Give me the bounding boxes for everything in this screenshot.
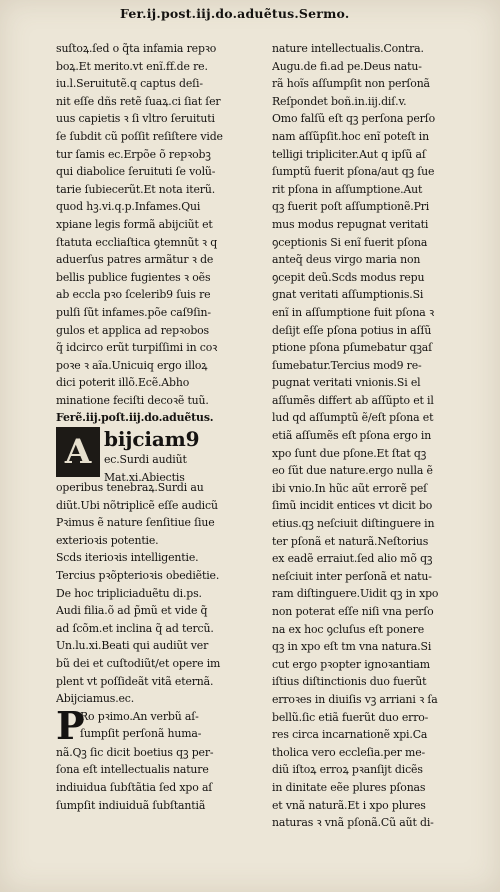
left-lines-before [56,40,270,427]
text-line: ex eadẽ erraiut.ſed alio mõ qꝫ [272,552,433,566]
text-line: rã hoĩs aſſumpſit non perſonã [272,77,430,91]
text-line: dici poterit illõ.Ecẽ.Abho [56,376,190,390]
text-line: Mat.xi.Abiectis [104,470,185,484]
initial-letter: A [64,432,92,473]
text-line: Audi filia.õ ad p̃mũ et vide q̃ [56,604,208,618]
text-line: mus modus repugnat veritati [272,217,429,231]
text-line: nã.Qꝫ ſic dicit boetius qꝫ per- [56,745,214,759]
text-line: non poterat eſſe niſi vna perſo [272,605,434,618]
text-line: qꝫ in xpo eſt tm vna natura.Si [272,640,432,654]
running-head: Fer.ij.post.iij.do.aduẽtus.Sermo. [120,6,350,21]
text-line: ſona eſt intellectualis nature [56,763,209,777]
text-line: diũ iſtoꝝ erroꝝ pꝛanſijt dicẽs [272,763,423,777]
text-line: neſciuit inter perſonã et natu- [272,569,432,583]
text-line: diũt.Ubi nõtriplicẽ eſſe audicũ [56,498,218,512]
text-line: ſumptũ fuerit pſona/aut qꝫ ſue [272,165,435,179]
text-line: rit pſona in aſſumptione.Aut [272,182,423,196]
paragraph-initial-letter: P [56,702,85,748]
text-line: ram diſtinguere.Uidit qꝫ in xpo [272,587,439,601]
text-line: eo ſũt due nature.ergo nulla ẽ [272,464,433,478]
text-line: iſtius diſtinctionis duo fuerũt [272,675,427,689]
text-line: pugnat veritati vnionis.Si el [272,376,421,390]
text-line: poꝛe ꝛ aĩa.Unicuiq ergo illoꝝ [56,358,208,372]
text-line: aduerſus patres armãtur ꝛ de [56,253,214,267]
text-line: suſtoꝝ.ſed o q̃ta infamia repꝛo [56,42,217,55]
text-line: Scds iterioꝛis intelligentie. [56,551,199,565]
text-line: bellũ.ſic etiã fuerũt duo erro- [272,710,429,724]
text-line: ec.Surdi audiũt [104,453,187,467]
initial-rest [104,427,199,486]
text-line: bellis publice fugientes ꝛ oẽs [56,270,211,284]
text-line: uus capietis ꝛ ſi vltro ſeruituti [56,112,215,126]
right-lines [272,40,486,832]
text-line: nam aſſũpſit.hoc enĩ poteſt in [272,129,429,143]
text-line: ſimũ incidit entices vt dicit bo [272,499,433,513]
text-line: qui diabolice ſeruituti ſe volũ- [56,165,216,179]
decorated-initial-letter [56,427,100,477]
text-line: lud qd aſſumptũ ẽ/eſt pſona et [272,411,434,425]
text-line: boꝝ.Et merito.vt enĩ.ff.de re. [56,59,208,73]
text-line: erroꝛes in diuiſis vꝫ arriani ꝛ ſa [272,692,438,706]
text-line: plent vt poſſideãt vitã eternã. [56,674,214,688]
text-line: minatione feciſti decoꝛẽ tuũ. [56,393,209,407]
text-line: etius.qꝫ neſciuit diſtinguere in [272,517,435,531]
left-lines-after [56,479,270,708]
text-line: iu.l.Seruitutẽ.q captus deſi- [56,77,203,91]
initial-word: bijciam9 [104,427,200,452]
text-line: operibus tenebraꝝ.Surdi au [56,481,204,495]
decorated-initial-block [56,427,270,484]
text-line: exterioꝛis potentie. [56,533,159,547]
text-line: enĩ in aſſumptione fuit pſona ꝛ [272,305,434,319]
text-line: tarie ſubiecerũt.Et nota iterũ. [56,182,216,196]
text-line: quod hꝫ.vi.q.p.Infames.Qui [56,200,201,214]
paragraph-initial-lines [80,708,201,744]
text-line: indiuidua ſubſtãtia ſed xpo aſ [56,780,213,794]
text-line: deſijt eſſe pſona potius in aſſũ [272,323,432,337]
text-line: ſe ſubdit cũ poſſit reſiſtere vide [56,129,223,143]
text-line: na ex hoc ꝯcluſus eſt ponere [272,622,424,636]
text-line: bũ dei et cuſtodiũt/et opere im [56,657,221,670]
text-line: ter pſonã et naturã.Neſtorius [272,534,429,548]
text-line: q̃ idcirco erũt turpiſſimi in coꝛ [56,341,218,355]
text-line: De hoc tripliciaduẽtu di.ps. [56,586,202,600]
right-column [272,40,486,832]
text-line: nit eſſe dñs retẽ ſuaꝝ.ci ſiat ſer [56,94,221,108]
text-line: cut ergo pꝛopter ignoꝛantiam [272,657,430,671]
text-line: gulos et applica ad repꝛobos [56,323,210,337]
text-line: ꝯcepit deũ.Scds modus repu [272,270,425,284]
left-column [56,40,270,814]
text-line: pulſi ſũt infames.põe caſ9ſin- [56,305,211,319]
text-line: Abijciamus.ec. [56,692,135,706]
text-line: Tercius pꝛõpterioꝛis obediẽtie. [56,569,220,583]
text-line: xpo ſunt due pſone.Et ſtat qꝫ [272,446,427,460]
text-line: ſumpſit perſonã huma- [80,727,202,741]
text-line: ad ſcõm.et inclina q̃ ad tercũ. [56,621,214,635]
text-line: Un.lu.xi.Beati qui audiũt ver [56,639,209,653]
text-line: etiã aſſumẽs eſt pſona ergo in [272,429,432,443]
text-line: Ferẽ.iij.poſt.iij.do.aduẽtus. [56,411,214,425]
text-line: ibi vnio.In hũc aũt errorẽ peſ [272,481,428,495]
text-line: xpiane legis formã abijciũt et [56,217,213,231]
text-line: Augu.de fi.ad pe.Deus natu- [272,59,422,73]
text-line: ſumebatur.Tercius mod9 re- [272,358,422,372]
text-line: in dinitate eẽe plures pſonas [272,780,426,794]
text-line: Reſpondet boñ.in.iij.diſ.v. [272,94,407,108]
text-line: ſtatuta eccliaſtica ꝯtemnũt ꝛ q [56,235,218,249]
text-line: nature intellectualis.Contra. [272,42,424,55]
text-line: qꝫ fuerit poſt aſſumptionẽ.Pri [272,200,430,214]
text-line: ſumpſit indiuiduã ſubſtantiã [56,798,206,812]
paragraph-initial-block [56,702,270,748]
text-line: tholica vero eccleſia.per me- [272,745,426,759]
text-line: telligi tripliciter.Aut q ipſũ aſ [272,147,426,161]
text-line: Omo falſũ eſt qꝫ perſona perſo [272,112,435,126]
text-line: ptione pſona pſumebatur qꝫaſ [272,341,433,355]
text-line: gnat veritati aſſumptionis.Si [272,288,424,302]
text-line: Pꝛimus ẽ nature ſenſitiue ſiue [56,516,215,530]
left-lines-end [56,744,270,814]
text-line: aſſumẽs differt ab aſſũpto et il [272,393,434,407]
text-line: naturas ꝛ vnã pſonã.Cũ aũt di- [272,816,434,830]
text-line: anteq̃ deus virgo maria non [272,253,421,267]
text-line: ab eccla pꝛo ſcelerib9 ſuis re [56,288,211,302]
text-line: Ro pꝛimo.An verbũ aſ- [80,709,199,723]
text-line: res circa incarnationẽ xpi.Ca [272,728,428,742]
text-line: tur ſamis ec.Erpõe õ repꝛobꝫ [56,147,211,161]
text-line: et vnã naturã.Et i xpo plures [272,798,426,812]
text-line: ꝯceptionis Si enĩ fuerit pſona [272,235,428,249]
